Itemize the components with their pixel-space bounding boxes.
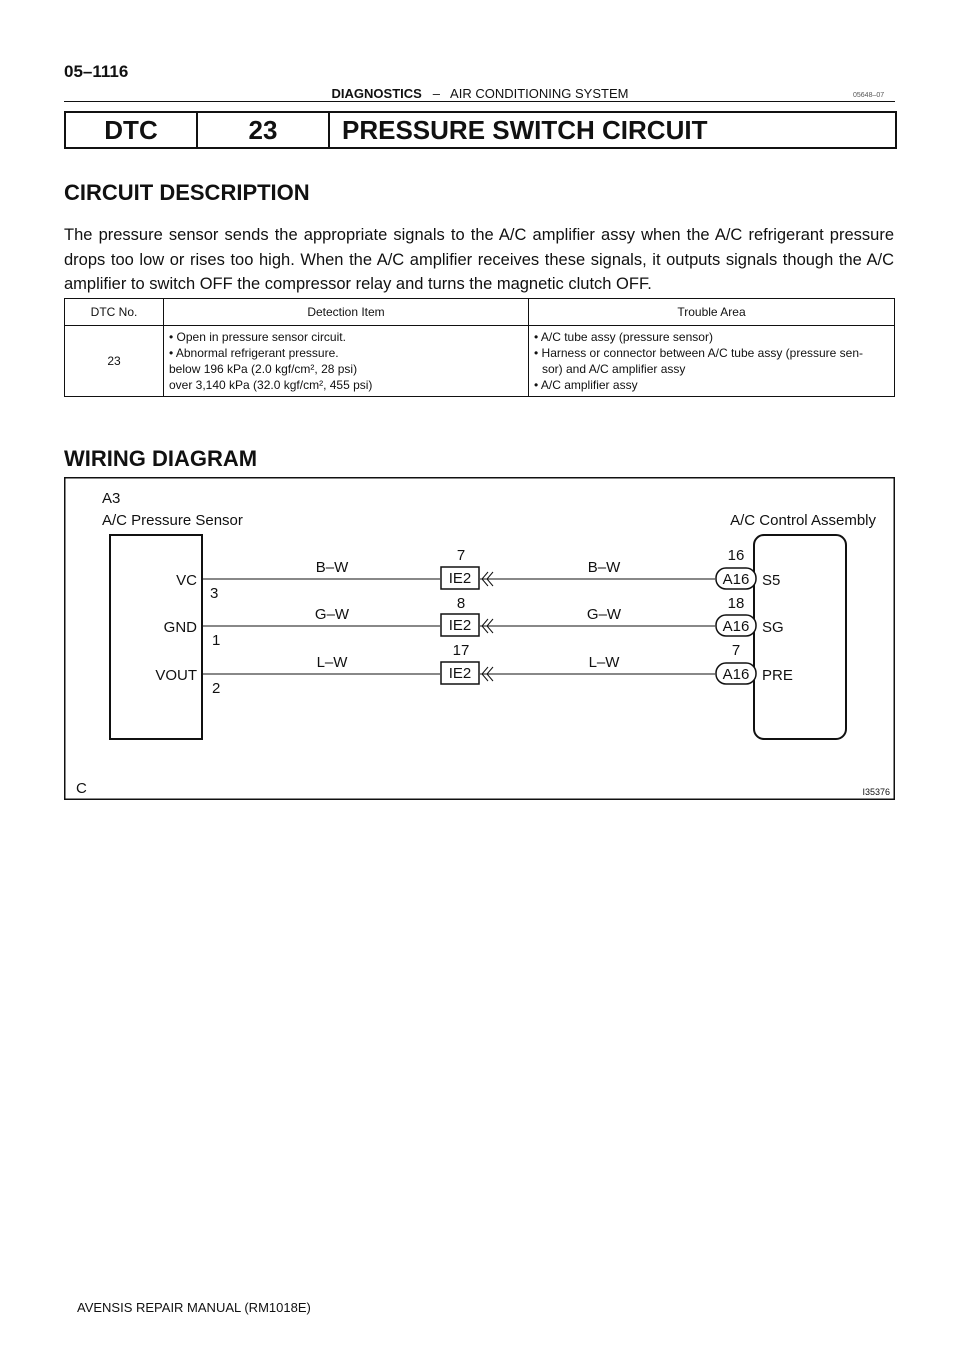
junction-label: IE2 xyxy=(448,665,472,682)
ecu-terminal: SG xyxy=(762,619,784,636)
running-header xyxy=(0,86,960,101)
figure-id: I35376 xyxy=(862,787,890,797)
wire-color-left: B–W xyxy=(315,559,349,576)
detection-line: below 196 kPa (2.0 kgf/cm², 28 psi) xyxy=(169,362,358,376)
control-assembly-name: A/C Control Assembly xyxy=(730,512,876,529)
sensor-pin: 3 xyxy=(210,585,219,602)
wire-row xyxy=(155,642,793,697)
junction-pin: 17 xyxy=(452,642,470,659)
ecu-terminal: PRE xyxy=(762,667,793,684)
sensor-terminal: GND xyxy=(163,619,197,636)
table-row xyxy=(65,326,895,397)
detection-line: over 3,140 kPa (32.0 kgf/cm², 455 psi) xyxy=(169,378,373,392)
title-dtc-label: DTC xyxy=(66,113,198,147)
wire-color-left: G–W xyxy=(314,606,350,623)
wire-row xyxy=(176,547,780,602)
sensor-name: A/C Pressure Sensor xyxy=(102,512,243,529)
wire-color-right: B–W xyxy=(587,559,621,576)
col-detection-item: Detection Item xyxy=(164,299,529,326)
wiring-diagram-heading: WIRING DIAGRAM xyxy=(64,446,258,471)
footer-manual-name: AVENSIS REPAIR MANUAL (RM1018E) xyxy=(77,1300,311,1315)
dtc-table xyxy=(64,298,895,397)
ecu-connector-label: A16 xyxy=(722,666,750,683)
trouble-line: • A/C amplifier assy xyxy=(534,378,638,392)
pressure-sensor-box xyxy=(110,535,202,739)
wire-color-right: G–W xyxy=(586,606,622,623)
trouble-line: sor) and A/C amplifier assy xyxy=(542,362,686,376)
circuit-description-text: The pressure sensor sends the appropriate signals to the A/C amplifier assy when the A/C refrigerant pressure drops too low or rises too high. When the A/C amplifier receives these signals, it outputs signals though the A/C amplifier to switch OFF the compressor relay and turns the magnetic clutch OFF. xyxy=(64,226,894,293)
header-section: DIAGNOSTICS xyxy=(331,86,422,101)
wire-row xyxy=(164,595,784,649)
cell-trouble-area xyxy=(529,326,895,397)
doc-code: 05648–07 xyxy=(853,92,885,99)
cell-detection-item xyxy=(164,326,529,397)
wiring-diagram xyxy=(64,477,895,800)
trouble-line: • Harness or connector between A/C tube assy (pressure sen- xyxy=(534,346,864,360)
col-dtc-no: DTC No. xyxy=(65,299,164,326)
cell-dtc-no: 23 xyxy=(65,326,164,397)
page-number: 05–1116 xyxy=(64,62,129,81)
detection-line: • Abnormal refrigerant pressure. xyxy=(169,346,339,360)
title-circuit-name: PRESSURE SWITCH CIRCUIT xyxy=(342,114,708,145)
junction-pin: 7 xyxy=(456,547,466,564)
header-rule xyxy=(64,101,895,102)
ecu-connector-label: A16 xyxy=(722,571,750,588)
ecu-connector-label: A16 xyxy=(722,618,750,635)
wire-color-right: L–W xyxy=(588,654,620,671)
junction-pin: 8 xyxy=(456,595,466,612)
col-trouble-area: Trouble Area xyxy=(529,299,895,326)
ecu-pin: 18 xyxy=(727,595,745,612)
sensor-terminal: VOUT xyxy=(155,667,197,684)
sensor-pin: 2 xyxy=(212,680,221,697)
control-assembly-box xyxy=(754,535,846,739)
trouble-line: • A/C tube assy (pressure sensor) xyxy=(534,330,713,344)
circuit-description-heading: CIRCUIT DESCRIPTION xyxy=(64,180,310,205)
sensor-pin: 1 xyxy=(212,632,221,649)
junction-label: IE2 xyxy=(448,617,472,634)
dtc-title-box xyxy=(64,111,897,149)
ecu-terminal: S5 xyxy=(762,572,781,589)
title-dtc-code: 23 xyxy=(198,113,330,147)
sensor-terminal: VC xyxy=(176,572,197,589)
wire-color-left: L–W xyxy=(316,654,348,671)
ecu-pin: 16 xyxy=(727,547,745,564)
detection-line: • Open in pressure sensor circuit. xyxy=(169,330,346,344)
ecu-pin: 7 xyxy=(731,642,741,659)
header-separator: – xyxy=(432,86,440,101)
header-subsection: AIR CONDITIONING SYSTEM xyxy=(450,86,629,101)
sensor-code: A3 xyxy=(102,490,121,507)
table-header-row xyxy=(65,299,895,326)
corner-mark: C xyxy=(76,780,87,797)
junction-label: IE2 xyxy=(448,570,472,587)
